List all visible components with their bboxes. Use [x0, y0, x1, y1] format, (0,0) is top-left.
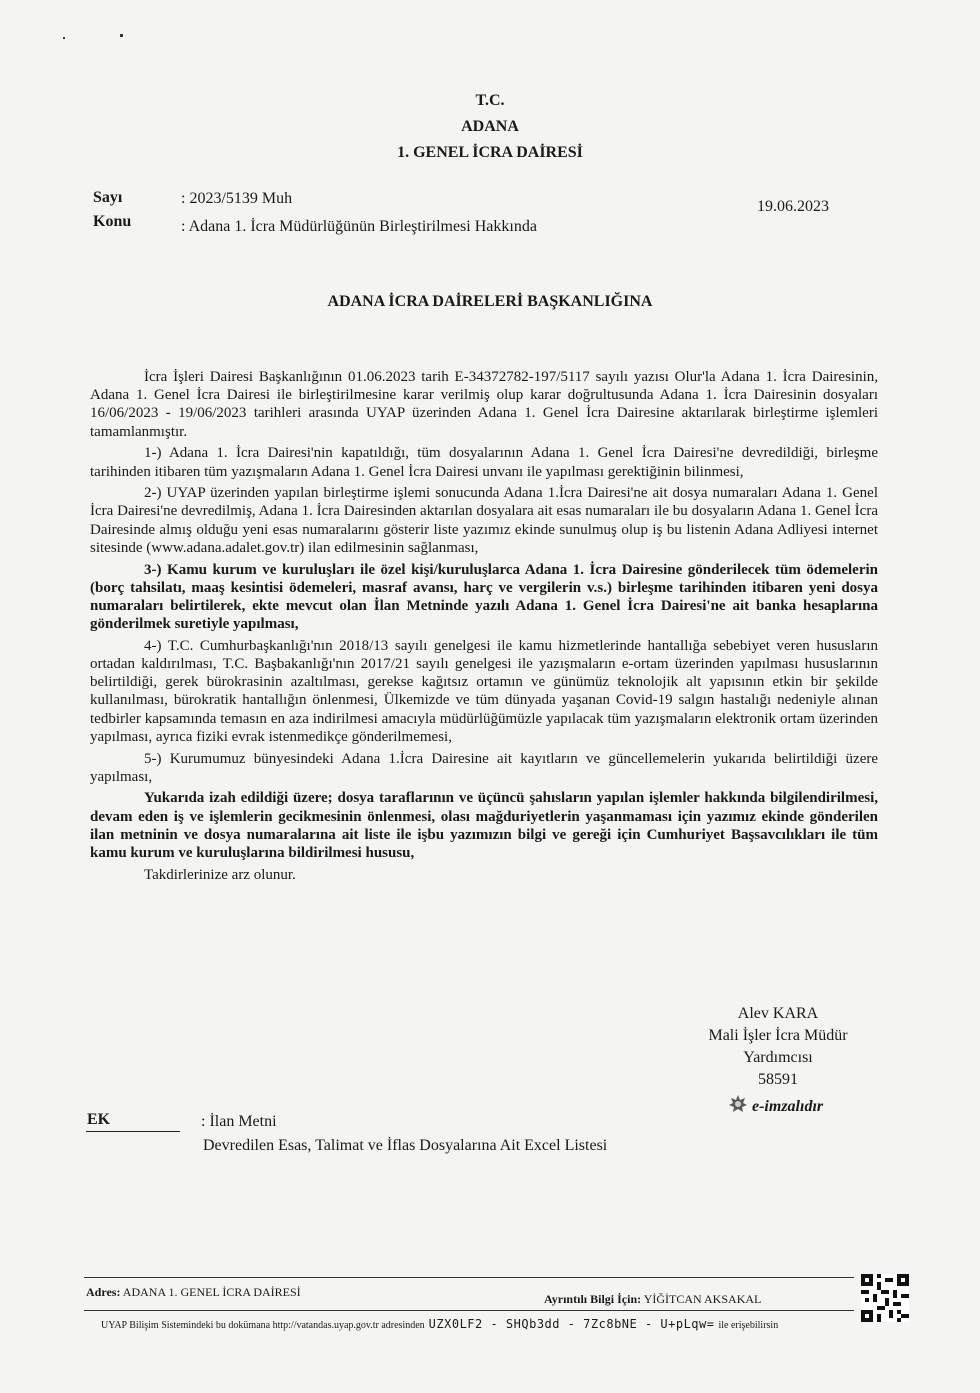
signature-block [690, 1003, 866, 1091]
footer-uyap [101, 1315, 778, 1333]
attachments-label: EK [87, 1111, 111, 1128]
paragraph-item-1: 1-) Adana 1. İcra Dairesi'nin kapatıldığı, tüm dosyalarının Adana 1. Genel İcra Dairesi'ne devredildiği, birleşme tarihinden itibaren tüm yazışmaların Adana 1. Genel İcra Dairesi unvanı ile yapılması gerektiğinin bilinmesi, [90, 445, 878, 480]
header-office: 1. GENEL İCRA DAİRESİ [397, 144, 583, 161]
footer-uyap-prefix: UYAP Bilişim Sistemindeki bu dokümana http://vatandas.uyap.gov.tr adresinden [101, 1320, 425, 1331]
footer-info [544, 1292, 761, 1307]
scan-speck [120, 34, 123, 37]
esign-seal-icon [728, 1094, 748, 1119]
paragraph-item-3: 3-) Kamu kurum ve kuruluşları ile özel kişi/kuruluşlarca Adana 1. İcra Dairesine gönderilecek tüm ödemelerin (borç tahsilatı, maaş kesintisi ödemeleri, masraf avansı, harç ve vergilerin v.s.) birleşme tarihinden itibaren yeni dosya numaraları belirtilerek, ekte mevcut olan İlan Metninde yazılı Adana 1. Genel İcra Dairesi'ne ait banka hesaplarına gönderilmek suretiyle yapılması, [90, 561, 878, 633]
konu-label: Konu [93, 213, 132, 230]
signer-number: 58591 [758, 1071, 798, 1088]
header-city: ADANA [461, 118, 519, 135]
paragraph-closing: Takdirlerinize arz olunur. [144, 866, 296, 883]
header-tc: T.C. [475, 92, 505, 109]
attachments-underline [86, 1131, 180, 1132]
signer-title-2: Yardımcısı [743, 1049, 813, 1066]
footer-uyap-code: UZX0LF2 - SHQb3dd - 7Zc8bNE - U+pLqw= [428, 1317, 715, 1331]
signer-name: Alev KARA [737, 1005, 819, 1022]
footer-address [86, 1285, 301, 1300]
paragraph-item-4: 4-) T.C. Cumhurbaşkanlığı'nın 2018/13 sayılı genelgesi ile kamu hizmetlerinde hantallığa sebebiyet veren hususların ortadan kaldırılması, T.C. Başbakanlığı'nın 2017/21 sayılı genelgesi ile yazışmaların e-ortam üzerinden yapılması hususlarının belirtildiği, gerek bürokrasinin azaltılması, gerekse kağıtsız ortamın ve günümüz teknolojik alt yapısının etkin bir şekilde kullanılması, bürokratik hantallığın önlenmesi, Ülkemizde ve tüm dünyada yaşanan Covid-19 salgın hastalığı nedeniyle alınan tedbirler kapsamında temasın en aza indirilmesi amacıyla müdürlüğümüzle yapılacak tüm yazışmaların elektronik ortam üzerinden yapılması, ayrıca fiziki evrak istenmedikçe gönderilmemesi, [90, 637, 878, 745]
footer-rule-top [84, 1277, 854, 1278]
paragraph-item-5: 5-) Kurumumuz bünyesindeki Adana 1.İcra Dairesine ait kayıtların ve güncellemelerin yukarıda belirtildiği üzere yapılması, [90, 750, 878, 785]
paragraph-conclusion: Yukarıda izah edildiği üzere; dosya taraflarının ve üçüncü şahısların yapılan işlemler hakkında bilgilendirilmesi, devam eden iş ve işlemlerin gecikmesinin önlenmesi, olası mağduriyetlerin yaşanmaması için yazımız ekinde gönderilen ilan metninin ve dosya numaralarına ait liste ile işbu yazımızın bilgi ve gereği için Cumhuriyet Başsavcılıkları ile tüm kamu kurum ve kuruluşlarına bildirilmesi hususu, [90, 790, 878, 862]
footer-address-value: ADANA 1. GENEL İCRA DAİRESİ [122, 1285, 301, 1299]
paragraph-item-2: 2-) UYAP üzerinden yapılan birleştirme işlemi sonucunda Adana 1.İcra Dairesi'ne ait dosya numaraları Adana 1. Genel İcra Dairesi'ne devredilmiş, Adana 1. İcra Dairesinden aktarılan dosyalara ait esas numaraları ile bu dosyaların Adana 1. Genel İcra Dairesinde almış olduğu yeni esas numaralarını gösterir liste yazımız ekinde sunulmuş olup iş bu listenin Adana Adliyesi internet sitesinde (www.adana.adalet.gov.tr) ilan edilmesinin sağlanması, [90, 485, 878, 556]
footer-rule-bottom [84, 1310, 854, 1311]
footer-address-label: Adres: [86, 1285, 121, 1299]
sayi-value: : 2023/5139 Muh [181, 190, 293, 207]
signer-title: Mali İşler İcra Müdür [708, 1027, 848, 1044]
footer-uyap-suffix: ile erişebilirsin [718, 1320, 779, 1331]
konu-value: : Adana 1. İcra Müdürlüğünün Birleştirilmesi Hakkında [181, 218, 537, 235]
document-date: 19.06.2023 [757, 198, 829, 215]
paragraph-intro: İcra İşleri Dairesi Başkanlığının 01.06.2023 tarih E-34372782-197/5117 sayılı yazısı Olur'la Adana 1. İcra Dairesinin, Adana 1. Genel İcra Dairesi ile birleştirilmesine karar verilmiş olup karar doğrultusunda Adana 1. İcra Dairesinin dosyaları 16/06/2023 - 19/06/2023 tarihleri arasında UYAP üzerinden Adana 1. Genel İcra Dairesine aktarılarak birleştirme işlemleri tamamlanmıştır. [90, 369, 878, 440]
scan-speck [63, 37, 65, 39]
footer-info-value: YİĞİTCAN AKSAKAL [643, 1292, 762, 1306]
addressee: ADANA İCRA DAİRELERİ BAŞKANLIĞINA [327, 293, 653, 310]
esign-mark [728, 1094, 823, 1119]
qr-code-icon [861, 1274, 909, 1327]
attachment-item-1: : İlan Metni [201, 1113, 277, 1130]
letter-body [90, 368, 878, 887]
footer-info-label: Ayrıntılı Bilgi İçin: [544, 1292, 642, 1306]
esign-label: e-imzalıdır [752, 1097, 824, 1115]
attachment-item-2: Devredilen Esas, Talimat ve İflas Dosyalarına Ait Excel Listesi [203, 1137, 608, 1154]
sayi-label: Sayı [93, 189, 123, 206]
